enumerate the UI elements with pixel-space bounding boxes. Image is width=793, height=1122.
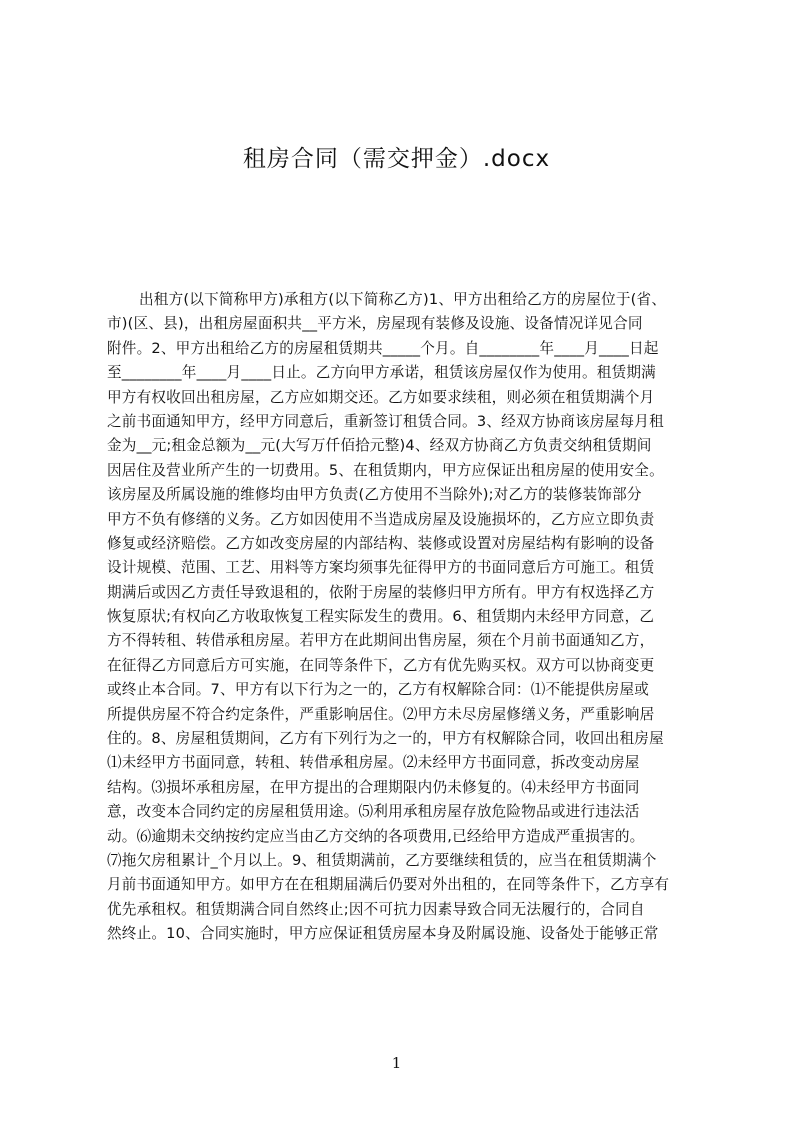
body-line: 之前书面通知甲方，经甲方同意后，重新签订租赁合同。3、经双方协商该房屋每月租 bbox=[107, 412, 664, 430]
body-line: 金为__元;租金总额为__元(大写万仟佰拾元整)4、经双方协商乙方负责交纳租赁期间 bbox=[107, 437, 652, 455]
body-line: 在征得乙方同意后方可实施，在同等条件下，乙方有优先购买权。双方可以协商变更 bbox=[107, 656, 655, 674]
body-line: ⑴未经甲方书面同意，转租、转借承租房屋。⑵未经甲方书面同意，拆改变动房屋 bbox=[107, 754, 640, 772]
body-line: 月前书面通知甲方。如甲方在在租期届满后仍要对外出租的，在同等条件下，乙方享有 bbox=[107, 876, 670, 894]
body-line: 动。⑹逾期未交纳按约定应当由乙方交纳的各项费用,已经给甲方造成严重损害的。 bbox=[107, 827, 645, 845]
contract-body bbox=[107, 288, 704, 947]
body-line: 修复或经济赔偿。乙方如改变房屋的内部结构、装修或设置对房屋结构有影响的设备 bbox=[107, 534, 655, 552]
body-line: 住的。8、房屋租赁期间，乙方有下列行为之一的，甲方有权解除合同，收回出租房屋 bbox=[107, 730, 664, 748]
body-line: 出租方(以下简称甲方)承租方(以下简称乙方)1、甲方出租给乙方的房屋位于(省、 bbox=[139, 291, 667, 308]
body-line: 意，改变本合同约定的房屋租赁用途。⑸利用承租房屋存放危险物品或进行违法活 bbox=[107, 803, 640, 821]
body-line: 或终止本合同。7、甲方有以下行为之一的，乙方有权解除合同：⑴不能提供房屋或 bbox=[107, 681, 650, 699]
page-number: 1 bbox=[391, 1054, 402, 1072]
body-line: 优先承租权。租赁期满合同自然终止;因不可抗力因素导致合同无法履行的，合同自 bbox=[107, 900, 645, 918]
body-line: 设计规模、范围、工艺、用料等方案均须事先征得甲方的书面同意后方可施工。租赁 bbox=[107, 559, 655, 577]
body-line: 所提供房屋不符合约定条件，严重影响居住。⑵甲方未尽房屋修缮义务，严重影响居 bbox=[107, 705, 655, 723]
body-line: 恢复原状;有权向乙方收取恢复工程实际发生的费用。6、租赁期内未经甲方同意，乙 bbox=[107, 608, 655, 626]
body-line: 市)(区、县)，出租房屋面积共__平方米，房屋现有装修及设施、设备情况详见合同 bbox=[107, 315, 643, 333]
body-line: 该房屋及所属设施的维修均由甲方负责(乙方使用不当除外);对乙方的装修装饰部分 bbox=[107, 486, 642, 504]
body-line: 结构。⑶损坏承租房屋，在甲方提出的合理期限内仍未修复的。⑷未经甲方书面同 bbox=[107, 778, 640, 796]
body-line: 附件。2、甲方出租给乙方的房屋租赁期共_____个月。自________年____月____日起 bbox=[107, 339, 659, 357]
body-line: 甲方不负有修缮的义务。乙方如因使用不当造成房屋及设施损坏的，乙方应立即负责 bbox=[107, 510, 655, 528]
body-line: ⑺拖欠房租累计_个月以上。9、租赁期满前，乙方要继续租赁的，应当在租赁期满个 bbox=[107, 851, 657, 869]
body-line: 然终止。10、合同实施时，甲方应保证租赁房屋本身及附属设施、设备处于能够正常 bbox=[107, 925, 659, 943]
body-line: 因居住及营业所产生的一切费用。5、在租赁期内，甲方应保证出租房屋的使用安全。 bbox=[107, 461, 664, 479]
body-line: 至________年____月____日止。乙方向甲方承诺，租赁该房屋仅作为使用。租赁期满 bbox=[107, 364, 656, 382]
body-line: 期满后或因乙方责任导致退租的，依附于房屋的装修归甲方所有。甲方有权选择乙方 bbox=[107, 583, 655, 601]
body-line: 甲方有权收回出租房屋，乙方应如期交还。乙方如要求续租，则必须在租赁期满个月 bbox=[107, 388, 655, 406]
body-line: 方不得转租、转借承租房屋。若甲方在此期间出售房屋，须在个月前书面通知乙方， bbox=[107, 632, 655, 650]
page-title: 租房合同（需交押金）.docx bbox=[242, 146, 551, 172]
